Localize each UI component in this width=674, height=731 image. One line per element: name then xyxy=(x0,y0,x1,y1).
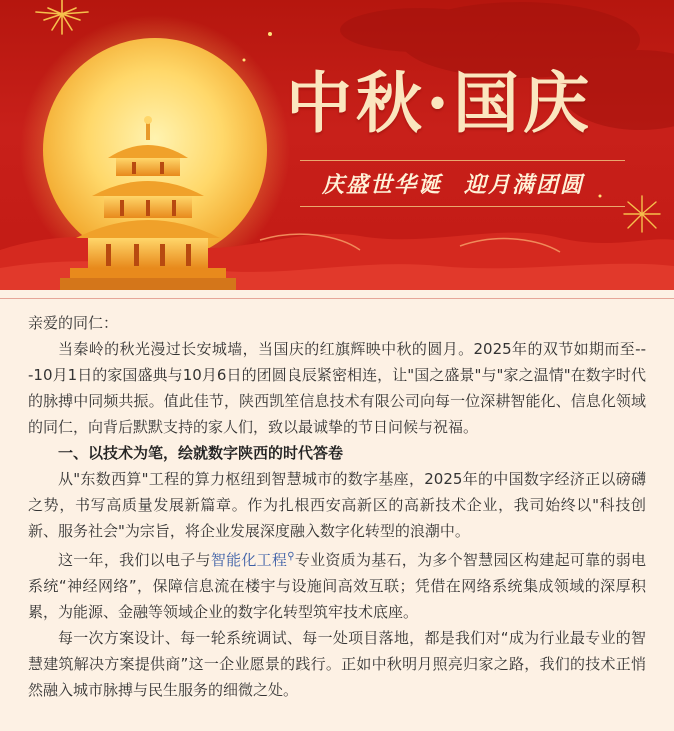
paragraph-text: 专业资质为基石，为多个智慧园区构建起可靠的弱电系统“神经网络”，保障信息流在楼宇与设施间高效互联；凭借在网络系统集成领域的深厚积累，为能源、金融等领域企业的数字化转型筑牢技术底座。 xyxy=(28,551,646,621)
firework-icon xyxy=(36,0,88,34)
paragraph-achievements xyxy=(28,544,646,625)
letter-greeting: 亲爱的同仁： xyxy=(28,314,119,332)
paragraph-intro: 当秦岭的秋光漫过长安城墙，当国庆的红旗辉映中秋的圆月。2025年的双节如期而至---10月1日的家国盛典与10月6日的团圆良辰紧密相连，让"国之盛景"与"家之温情"在数字时代的脉搏中同频共振。值此佳节，陕西凯笙信息技术有限公司向每一位深耕智能化、信息化领域的同仁，向背后默默支持的家人们，致以最诚挚的节日问候与祝福。 xyxy=(28,340,646,436)
tagline-part-1: 庆盛世华诞 xyxy=(322,172,443,198)
firework-icon xyxy=(624,196,660,232)
banner-artwork xyxy=(0,0,674,290)
paragraph-vision: 每一次方案设计、每一轮系统调试、每一处项目落地，都是我们对“成为行业最专业的智慧建筑解决方案提供商”这一企业愿景的践行。正如中秋明月照亮归家之路，我们的技术正悄然融入城市脉搏与民生服务的细微之处。 xyxy=(28,629,646,699)
tagline-rule-bottom xyxy=(300,206,625,207)
paragraph-text: 这一年，我们以电子与 xyxy=(58,551,211,569)
tagline-part-2: 迎月满团圆 xyxy=(464,172,585,198)
banner-tagline xyxy=(322,174,584,196)
festival-banner xyxy=(0,0,674,290)
banner-headline: 中秋·国庆 xyxy=(286,64,593,142)
tagline-rule-top xyxy=(300,160,625,161)
section-heading: 一、以技术为笔，绘就数字陕西的时代答卷 xyxy=(58,444,344,462)
search-icon[interactable]: ⚲ xyxy=(287,551,295,562)
smart-engineering-link[interactable]: 智能化工程 xyxy=(210,551,288,569)
paragraph-digital-economy: 从"东数西算"工程的算力枢纽到智慧城市的数字基座，2025年的中国数字经济正以磅礴之势，书写高质量发展新篇章。作为扎根西安高新区的高新技术企业，我司始终以"科技创新、服务社会"为宗旨，将企业发展深度融入数字化转型的浪潮中。 xyxy=(28,470,646,540)
letter-body xyxy=(0,299,674,703)
